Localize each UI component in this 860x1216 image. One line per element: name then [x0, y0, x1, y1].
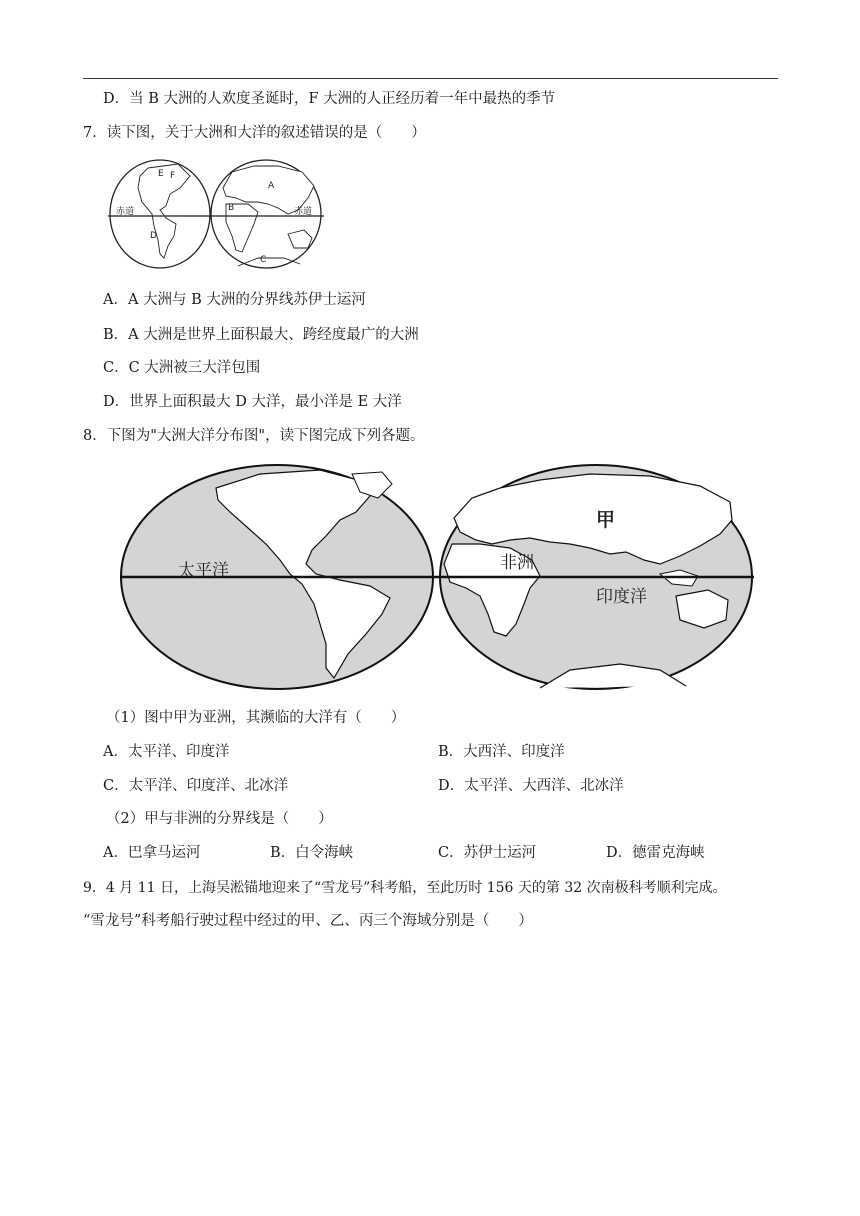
- q8-label-jia: 甲: [596, 509, 616, 531]
- q7-label-b: B: [228, 203, 235, 213]
- q8-sub1-option-a: A．太平洋、印度洋: [103, 744, 230, 760]
- q8-sub2-stem: （2）甲与非洲的分界线是（ ）: [106, 811, 333, 827]
- q7-option-b: B．A 大洲是世界上面积最大、跨经度最广的大洲: [103, 327, 419, 343]
- q8-sub2-option-c: C．苏伊士运河: [438, 845, 537, 861]
- q8-sub1-option-c: C．太平洋、印度洋、北冰洋: [103, 778, 289, 794]
- q7-label-c: C: [260, 255, 267, 265]
- q7-label-d: D: [150, 231, 157, 241]
- q8-sub2-option-b: B．白令海峡: [270, 845, 354, 861]
- q8-world-map: [120, 464, 754, 694]
- q7-stem: 7．读下图，关于大洲和大洋的叙述错误的是（ ）: [83, 125, 426, 141]
- q7-option-a: A．A 大洲与 B 大洲的分界线苏伊士运河: [103, 292, 366, 308]
- q8-sub2-option-d: D．德雷克海峡: [606, 845, 705, 861]
- q7-label-right-equator: 赤道: [294, 207, 313, 217]
- q9-stem-line1: 9．4 月 11 日，上海吴淞锚地迎来了“雪龙号”科考船，至此历时 156 天的第 32 次南极科考顺利完成。: [83, 880, 727, 896]
- header-rule: [83, 78, 778, 79]
- q7-label-left-equator: 赤道: [116, 207, 135, 217]
- q8-label-pacific: 太平洋: [178, 561, 229, 581]
- q8-sub2-option-a: A．巴拿马运河: [103, 845, 201, 861]
- q8-sub1-option-b: B．大西洋、印度洋: [438, 744, 565, 760]
- q7-label-a: A: [268, 181, 275, 191]
- q7-option-c: C．C 大洲被三大洋包围: [103, 360, 261, 376]
- q8-label-africa: 非洲: [500, 553, 534, 573]
- q8-label-indian: 印度洋: [596, 587, 647, 607]
- q7-label-f: F: [170, 171, 176, 181]
- q8-sub1-option-d: D．太平洋、大西洋、北冰洋: [438, 778, 624, 794]
- q8-sub1-stem: （1）图中甲为亚洲，其濒临的大洋有（ ）: [106, 710, 406, 726]
- q7-label-e: E: [158, 169, 164, 179]
- q9-stem-line2: “雪龙号”科考船行驶过程中经过的甲、乙、丙三个海域分别是（ ）: [83, 913, 533, 929]
- q8-stem: 8．下图为"大洲大洋分布图"，读下图完成下列各题。: [83, 428, 425, 444]
- q7-option-d: D．世界上面积最大 D 大洋，最小洋是 E 大洋: [103, 394, 402, 410]
- q6-option-d: D．当 B 大洲的人欢度圣诞时，F 大洲的人正经历着一年中最热的季节: [103, 91, 556, 107]
- q7-world-map: [108, 158, 324, 270]
